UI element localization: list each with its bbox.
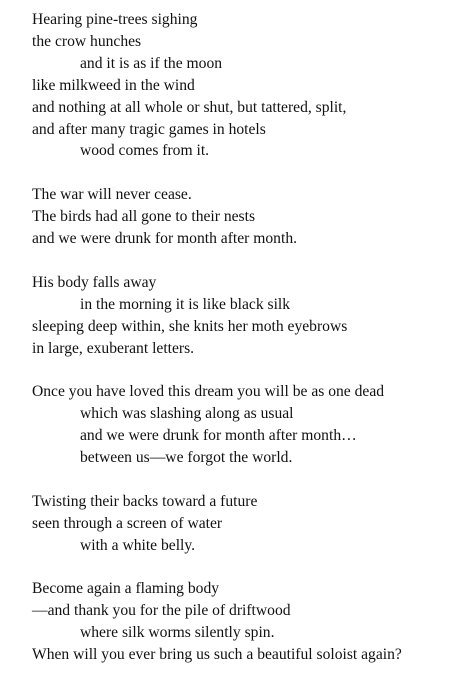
poem-line-indented: with a white belly. — [80, 536, 196, 554]
poem-line: and after many tragic games in hotels — [32, 120, 266, 138]
poem-line: the crow hunches — [32, 32, 142, 50]
poem-line-indented: which was slashing along as usual — [80, 405, 294, 423]
poem-line: seen through a screen of water — [32, 514, 223, 532]
poem-line-indented: between us—we forgot the world. — [80, 449, 293, 467]
poem-line: in large, exuberant letters. — [32, 339, 195, 357]
poem-line-indented: and we were drunk for month after month… — [80, 427, 357, 445]
poem-line: Hearing pine-trees sighing — [32, 11, 198, 28]
poem-line: and we were drunk for month after month. — [32, 230, 298, 248]
stanza-5 — [32, 491, 472, 557]
poem-line: —and thank you for the pile of driftwood — [32, 602, 291, 620]
poem-line: The war will never cease. — [32, 186, 192, 204]
poem-line: Twisting their backs toward a future — [32, 492, 258, 510]
poem-line: His body falls away — [32, 273, 157, 291]
stanza-1 — [32, 9, 472, 162]
poem-line: sleeping deep within, she knits her moth eyebrows — [32, 317, 348, 335]
poem-line: The birds had all gone to their nests — [32, 208, 256, 226]
poem-line-indented: in the morning it is like black silk — [80, 295, 291, 313]
poem-line-indented: where silk worms silently spin. — [80, 624, 275, 642]
stanza-4 — [32, 381, 472, 469]
poem-body — [32, 9, 472, 688]
poem-line-indented: wood comes from it. — [80, 142, 210, 160]
poem-line: like milkweed in the wind — [32, 76, 195, 94]
poem-line: Once you have loved this dream you will be as one dead — [32, 383, 385, 401]
poem-line: When will you ever bring us such a beautiful soloist again? — [32, 646, 402, 664]
poem-line: Become again a flaming body — [32, 580, 220, 598]
stanza-3 — [32, 272, 472, 360]
poem-line-indented: and it is as if the moon — [80, 54, 223, 72]
poem-line: and nothing at all whole or shut, but tattered, split, — [32, 98, 347, 116]
stanza-2 — [32, 184, 472, 250]
stanza-6 — [32, 578, 472, 666]
